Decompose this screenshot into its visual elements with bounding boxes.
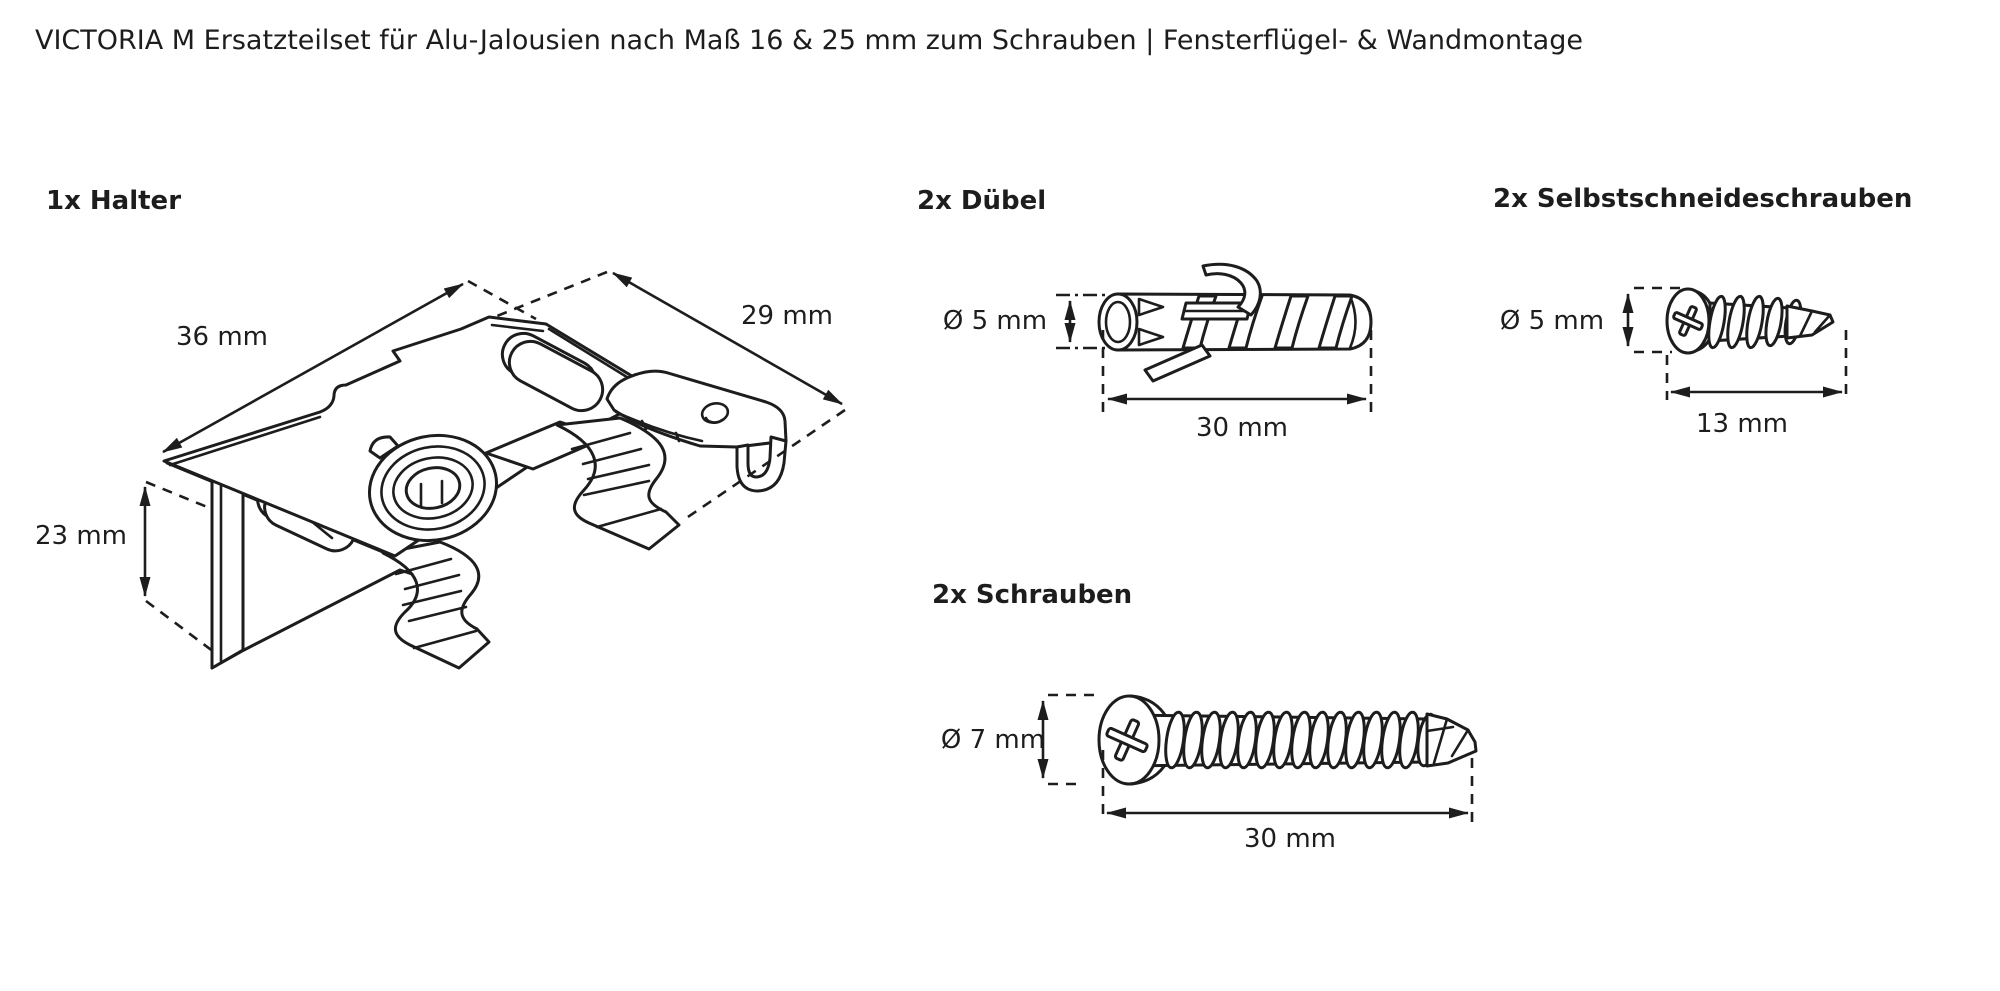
section-heading-duebel: 2x Dübel xyxy=(917,186,1047,216)
screw-illustration xyxy=(1043,695,1476,822)
duebel-length-label: 30 mm xyxy=(1195,413,1289,443)
section-heading-halter: 1x Halter xyxy=(46,186,182,216)
selbstschneideschrauben-length-label: 13 mm xyxy=(1695,409,1789,439)
halter-height-label: 23 mm xyxy=(34,521,128,551)
duebel-illustration xyxy=(1056,264,1371,413)
selftapping-screw-illustration xyxy=(1628,288,1846,400)
halter-depth-label: 29 mm xyxy=(740,301,834,331)
page-title: VICTORIA M Ersatzteilset für Alu-Jalousien nach Maß 16 & 25 mm zum Schrauben | Fensterflügel- & Wandmontage xyxy=(35,25,1583,56)
section-heading-schrauben: 2x Schrauben xyxy=(932,580,1133,610)
halter-width-label: 36 mm xyxy=(175,322,269,352)
schrauben-length-label: 30 mm xyxy=(1243,824,1337,854)
duebel-diameter-label: Ø 5 mm xyxy=(942,306,1048,336)
section-heading-selbstschneideschrauben: 2x Selbstschneideschrauben xyxy=(1493,184,1913,214)
schrauben-diameter-label: Ø 7 mm xyxy=(940,725,1046,755)
selbstschneideschrauben-diameter-label: Ø 5 mm xyxy=(1499,306,1605,336)
